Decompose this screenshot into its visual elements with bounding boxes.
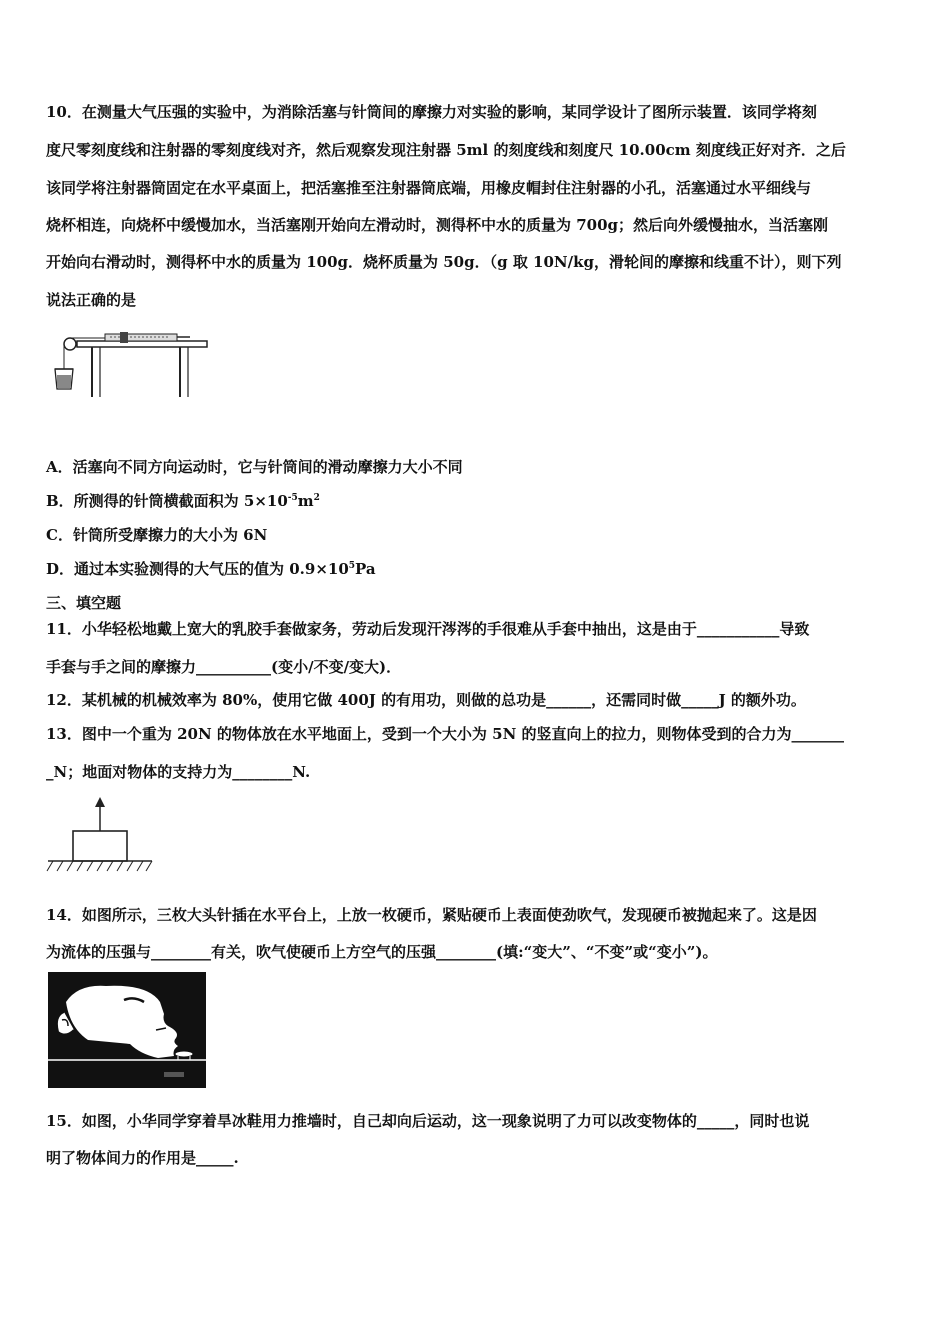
q15-line-1: 15．如图，小华同学穿着旱冰鞋用力推墙时，自己却向后运动，这一现象说明了力可以改变物体的_____，同时也说 — [46, 1112, 810, 1130]
q12-line-1: 12．某机械的机械效率为 80%，使用它做 400J 的有用功，则做的总功是______，还需同时做_____J 的额外功。 — [46, 691, 806, 709]
q14-line-2: 为流体的压强与________有关，吹气使硬币上方空气的压强________(填:“变大”、“不变”或“变小”)。 — [46, 943, 718, 961]
q15-line-2: 明了物体间力的作用是_____. — [46, 1149, 239, 1167]
q10-option-b-unit: m — [297, 492, 314, 510]
q14-line-1: 14．如图所示，三枚大头针插在水平台上，上放一枚硬币，紧贴硬币上表面使劲吹气，发现硬币被抛起来了。这是因 — [46, 906, 817, 924]
q11-line-2: 手套与手之间的摩擦力__________(变小/不变/变大)． — [46, 658, 402, 676]
q10-option-c: C．针筒所受摩擦力的大小为 6N — [46, 526, 268, 544]
q10-option-b — [46, 491, 906, 511]
q10-option-d-text: D．通过本实验测得的大气压的值为 0.9×10 — [46, 560, 349, 578]
q10-option-b-unit-exponent: 2 — [313, 493, 320, 503]
q13-line-1: 13．图中一个重为 20N 的物体放在水平地面上，受到一个大小为 5N 的竖直向上的拉力，则物体受到的合力为_______ — [46, 725, 845, 743]
q10-line-2: 度尺零刻度线和注射器的零刻度线对齐，然后观察发现注射器 5ml 的刻度线和刻度尺 10.00cm 刻度线正好对齐．之后 — [46, 141, 846, 159]
block-on-ground-figure — [45, 795, 155, 875]
q10-option-d-unit: Pa — [355, 560, 376, 578]
q10-line-6: 说法正确的是 — [46, 291, 137, 309]
q10-option-b-exponent: -5 — [287, 493, 298, 503]
section-title: 三、填空题 — [46, 594, 122, 612]
q10-line-5: 开始向右滑动时，测得杯中水的质量为 100g．烧杯质量为 50g．（g 取 10N/kg，滑轮间的摩擦和线重不计），则下列 — [46, 253, 842, 271]
syringe-apparatus-figure — [50, 327, 210, 402]
q10-line-3: 该同学将注射器筒固定在水平桌面上，把活塞推至注射器筒底端，用橡皮帽封住注射器的小孔，活塞通过水平细线与 — [46, 179, 812, 197]
q10-option-a: A．活塞向不同方向运动时，它与针筒间的滑动摩擦力大小不同 — [46, 458, 463, 476]
q10-option-d — [46, 559, 906, 579]
q11-line-1: 11．小华轻松地戴上宽大的乳胶手套做家务，劳动后发现汗涔涔的手很难从手套中抽出，这是由于___________导致 — [46, 620, 810, 638]
q10-option-d-exponent: 5 — [348, 561, 356, 571]
blowing-coin-figure — [48, 972, 206, 1088]
q10-line-4: 烧杯相连，向烧杯中缓慢加水，当活塞刚开始向左滑动时，测得杯中水的质量为 700g；然后向外缓慢抽水，当活塞刚 — [46, 216, 829, 234]
q10-option-b-text: B．所测得的针筒横截面积为 5×10 — [46, 492, 288, 510]
q10-line-1: 10．在测量大气压强的实验中，为消除活塞与针筒间的摩擦力对实验的影响，某同学设计了图所示装置．该同学将刻 — [46, 103, 817, 121]
q13-line-2: _N；地面对物体的支持力为________N. — [46, 763, 311, 781]
